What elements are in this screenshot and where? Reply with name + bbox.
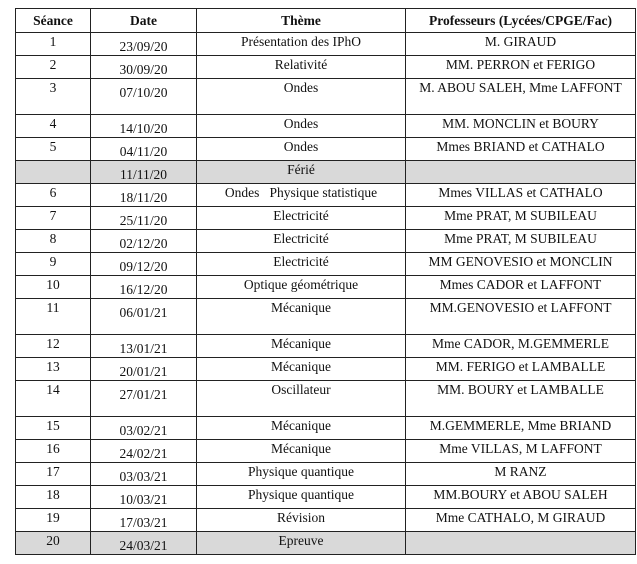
table-row xyxy=(16,56,636,79)
cell-theme: Mécanique xyxy=(197,358,406,381)
cell-date: 24/02/21 xyxy=(91,440,197,463)
cell-date: 16/12/20 xyxy=(91,276,197,299)
cell-date: 07/10/20 xyxy=(91,79,197,115)
cell-seance: 2 xyxy=(16,56,91,79)
cell-profs: MM.BOURY et ABOU SALEH xyxy=(406,486,636,509)
cell-profs: Mme CADOR, M.GEMMERLE xyxy=(406,335,636,358)
cell-profs: Mme PRAT, M SUBILEAU xyxy=(406,207,636,230)
table-row xyxy=(16,440,636,463)
cell-profs: MM. BOURY et LAMBALLE xyxy=(406,381,636,417)
table-row xyxy=(16,381,636,417)
cell-seance: 9 xyxy=(16,253,91,276)
cell-seance xyxy=(16,161,91,184)
header-seance: Séance xyxy=(16,9,91,33)
table-row xyxy=(16,207,636,230)
cell-theme: Ondes xyxy=(197,138,406,161)
cell-theme: Electricité xyxy=(197,207,406,230)
cell-profs: Mmes CADOR et LAFFONT xyxy=(406,276,636,299)
cell-date: 27/01/21 xyxy=(91,381,197,417)
cell-seance: 12 xyxy=(16,335,91,358)
cell-theme: Férié xyxy=(197,161,406,184)
cell-theme: Electricité xyxy=(197,253,406,276)
cell-seance: 15 xyxy=(16,417,91,440)
table-row xyxy=(16,115,636,138)
table-row xyxy=(16,335,636,358)
table-row xyxy=(16,79,636,115)
cell-seance: 10 xyxy=(16,276,91,299)
cell-date: 17/03/21 xyxy=(91,509,197,532)
table-row xyxy=(16,161,636,184)
cell-seance: 11 xyxy=(16,299,91,335)
cell-theme: Ondes xyxy=(197,79,406,115)
cell-seance: 13 xyxy=(16,358,91,381)
cell-profs: Mmes BRIAND et CATHALO xyxy=(406,138,636,161)
cell-profs: Mmes VILLAS et CATHALO xyxy=(406,184,636,207)
table-row xyxy=(16,417,636,440)
cell-date: 09/12/20 xyxy=(91,253,197,276)
cell-theme: Mécanique xyxy=(197,299,406,335)
header-theme: Thème xyxy=(197,9,406,33)
cell-profs: M. ABOU SALEH, Mme LAFFONT xyxy=(406,79,636,115)
cell-seance: 8 xyxy=(16,230,91,253)
table-row xyxy=(16,532,636,555)
cell-seance: 18 xyxy=(16,486,91,509)
header-date: Date xyxy=(91,9,197,33)
cell-seance: 14 xyxy=(16,381,91,417)
cell-seance: 4 xyxy=(16,115,91,138)
cell-seance: 19 xyxy=(16,509,91,532)
cell-date: 23/09/20 xyxy=(91,33,197,56)
cell-date: 20/01/21 xyxy=(91,358,197,381)
cell-theme: Optique géométrique xyxy=(197,276,406,299)
cell-seance: 3 xyxy=(16,79,91,115)
cell-theme: Physique quantique xyxy=(197,463,406,486)
cell-profs: MM. FERIGO et LAMBALLE xyxy=(406,358,636,381)
schedule-table xyxy=(15,8,636,555)
cell-profs: MM GENOVESIO et MONCLIN xyxy=(406,253,636,276)
cell-theme: Présentation des IPhO xyxy=(197,33,406,56)
cell-date: 03/03/21 xyxy=(91,463,197,486)
cell-profs: MM. MONCLIN et BOURY xyxy=(406,115,636,138)
cell-seance: 17 xyxy=(16,463,91,486)
cell-date: 10/03/21 xyxy=(91,486,197,509)
table-row xyxy=(16,299,636,335)
cell-date: 25/11/20 xyxy=(91,207,197,230)
cell-profs: Mme VILLAS, M LAFFONT xyxy=(406,440,636,463)
cell-seance: 6 xyxy=(16,184,91,207)
cell-date: 18/11/20 xyxy=(91,184,197,207)
cell-profs xyxy=(406,161,636,184)
cell-date: 13/01/21 xyxy=(91,335,197,358)
cell-theme: Epreuve xyxy=(197,532,406,555)
cell-seance: 7 xyxy=(16,207,91,230)
table-row xyxy=(16,276,636,299)
cell-date: 24/03/21 xyxy=(91,532,197,555)
cell-theme: Oscillateur xyxy=(197,381,406,417)
table-row xyxy=(16,230,636,253)
cell-theme: Mécanique xyxy=(197,417,406,440)
cell-theme: Révision xyxy=(197,509,406,532)
cell-profs: M RANZ xyxy=(406,463,636,486)
cell-seance: 16 xyxy=(16,440,91,463)
cell-date: 06/01/21 xyxy=(91,299,197,335)
cell-date: 02/12/20 xyxy=(91,230,197,253)
cell-profs xyxy=(406,532,636,555)
cell-profs: Mme CATHALO, M GIRAUD xyxy=(406,509,636,532)
cell-date: 11/11/20 xyxy=(91,161,197,184)
header-row xyxy=(16,9,636,33)
table-row xyxy=(16,253,636,276)
cell-date: 03/02/21 xyxy=(91,417,197,440)
table-row xyxy=(16,358,636,381)
table-row xyxy=(16,33,636,56)
cell-theme: Mécanique xyxy=(197,440,406,463)
cell-profs: MM. PERRON et FERIGO xyxy=(406,56,636,79)
cell-theme: Electricité xyxy=(197,230,406,253)
table-row xyxy=(16,138,636,161)
cell-seance: 1 xyxy=(16,33,91,56)
cell-theme: Ondes xyxy=(197,115,406,138)
table-row xyxy=(16,486,636,509)
cell-seance: 20 xyxy=(16,532,91,555)
table-row xyxy=(16,509,636,532)
cell-theme: Relativité xyxy=(197,56,406,79)
header-professeurs: Professeurs (Lycées/CPGE/Fac) xyxy=(406,9,636,33)
cell-profs: M. GIRAUD xyxy=(406,33,636,56)
table-row xyxy=(16,463,636,486)
cell-profs: MM.GENOVESIO et LAFFONT xyxy=(406,299,636,335)
cell-theme: Mécanique xyxy=(197,335,406,358)
cell-seance: 5 xyxy=(16,138,91,161)
cell-theme: Physique quantique xyxy=(197,486,406,509)
cell-theme: Ondes Physique statistique xyxy=(197,184,406,207)
table-row xyxy=(16,184,636,207)
cell-profs: Mme PRAT, M SUBILEAU xyxy=(406,230,636,253)
cell-date: 30/09/20 xyxy=(91,56,197,79)
cell-date: 14/10/20 xyxy=(91,115,197,138)
cell-date: 04/11/20 xyxy=(91,138,197,161)
cell-profs: M.GEMMERLE, Mme BRIAND xyxy=(406,417,636,440)
